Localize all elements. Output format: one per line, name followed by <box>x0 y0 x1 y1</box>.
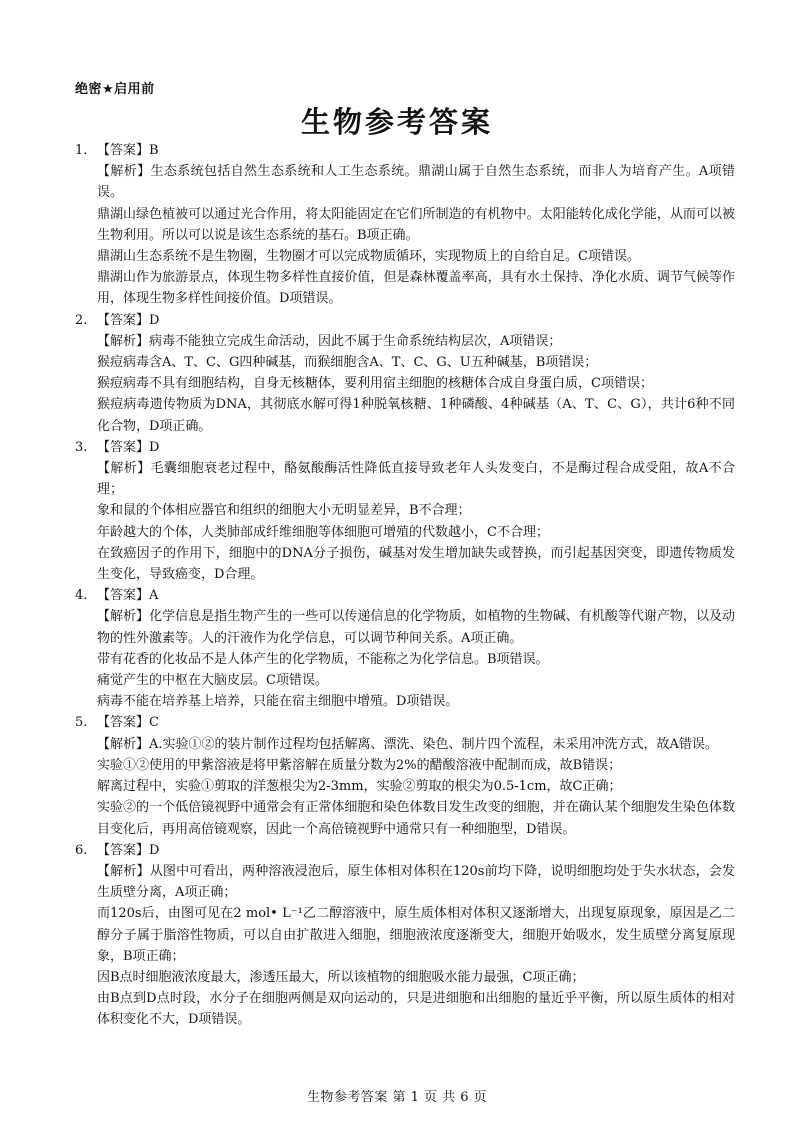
analysis-paragraph: 带有花香的化妆品不是人体产生的化学物质，不能称之为化学信息。B项错误。 <box>97 651 549 667</box>
question-4 <box>75 585 735 712</box>
answer-label: 【答案】C <box>97 715 159 731</box>
analysis-paragraph: 病毒不能在培养基上培养，只能在宿主细胞中增殖。D项错误。 <box>97 694 459 710</box>
analysis-paragraph: 实验②的一个低倍镜视野中通常会有正常体细胞和染色体数目发生改变的细胞，并在确认某个细胞发生染色体数目变化后，再用高倍镜观察，因此一个高倍镜视野中通常只有一种细胞型，D错误。 <box>97 800 735 837</box>
analysis-paragraph: 猴痘病毒遗传物质为DNA，其彻底水解可得1种脱氧核糖、1种磷酸、4种碱基（A、T、C、G），共计6种不同化合物，D项正确。 <box>97 397 735 434</box>
analysis-paragraph: 猴痘病毒不具有细胞结构，自身无核糖体，要利用宿主细胞的核糖体合成自身蛋白质，C项错误； <box>97 376 653 392</box>
analysis-paragraph: 由B点到D点时段，水分子在细胞两侧是双向运动的，只是进细胞和出细胞的量近乎平衡，所以原生质体的相对体积变化不大，D项错误。 <box>97 991 735 1028</box>
analysis-paragraph: 因B点时细胞液浓度最大，渗透压最大，所以该植物的细胞吸水能力最强，C项正确； <box>97 969 585 985</box>
question-2 <box>75 310 735 437</box>
answer-list <box>75 140 735 1031</box>
analysis-paragraph: 实验①②使用的甲紫溶液是将甲紫溶解在质量分数为2%的醋酸溶液中配制而成，故B错误； <box>97 757 622 773</box>
analysis-paragraph: 痛觉产生的中枢在大脑皮层。C项错误。 <box>97 673 328 689</box>
analysis-block <box>75 331 735 437</box>
question-5 <box>75 712 735 839</box>
analysis-block <box>75 161 735 309</box>
analysis-paragraph: 【解析】毛囊细胞衰老过程中，酪氨酸酶活性降低直接导致老年人头发变白，不是酶过程合成受阻，故A不合理； <box>97 461 735 498</box>
analysis-paragraph: 【解析】化学信息是指生物产生的一些可以传递信息的化学物质，如植物的生物碱、有机酸等代谢产物，以及动物的性外激素等。人的汗液作为化学信息，可以调节种间关系。A项正确。 <box>97 609 735 646</box>
answer-label: 【答案】A <box>97 588 159 604</box>
analysis-block <box>75 606 735 712</box>
analysis-paragraph: 在致癌因子的作用下，细胞中的DNA分子损伤，碱基对发生增加缺失或替换，而引起基因突变，即遗传物质发生变化，导致癌变，D合理。 <box>97 545 735 583</box>
analysis-paragraph: 鼎湖山作为旅游景点，体现生物多样性直接价值，但是森林覆盖率高，具有水土保持、净化水质、调节气候等作用，体现生物多样性间接价值。D项错误。 <box>97 270 735 307</box>
confidential-mark: 绝密★启用前 <box>75 82 155 97</box>
question-number: 4. <box>75 588 88 604</box>
answer-label: 【答案】D <box>97 439 160 455</box>
analysis-paragraph: 【解析】从图中可看出，两种溶液浸泡后，原生体相对体积在120s前均下降，说明细胞均处于失水状态，会发生质壁分离，A项正确； <box>97 863 735 901</box>
analysis-paragraph: 鼎湖山绿色植被可以通过光合作用，将太阳能固定在它们所制造的有机物中。太阳能转化成化学能，从而可以被生物利用。所以可以说是该生态系统的基石。B项正确。 <box>97 206 735 243</box>
page-footer: 生物参考答案 第 1 页 共 6 页 <box>306 1090 488 1105</box>
question-3 <box>75 437 735 585</box>
page-title: 生物参考答案 <box>300 105 493 139</box>
question-6 <box>75 840 735 1031</box>
analysis-paragraph: 象和鼠的个体相应器官和组织的细胞大小无明显差异，B不合理； <box>97 503 471 519</box>
analysis-block <box>75 458 735 585</box>
analysis-block <box>75 861 735 1031</box>
analysis-paragraph: 【解析】病毒不能独立完成生命活动，因此不属于生命系统结构层次，A项错误； <box>97 333 562 349</box>
answer-label: 【答案】D <box>97 842 160 858</box>
analysis-paragraph: 【解析】生态系统包括自然生态系统和人工生态系统。鼎湖山属于自然生态系统，而非人为培育产生。A项错误。 <box>97 164 735 201</box>
analysis-paragraph: 猴痘病毒含A、T、C、G四种碱基，而猴细胞含A、T、C、G、U五种碱基，B项错误； <box>97 355 598 371</box>
question-number: 2. <box>75 312 88 328</box>
analysis-paragraph: 年龄越大的个体，人类肺部成纤维细胞等体细胞可增殖的代数越小，C不合理； <box>97 524 549 540</box>
question-number: 1. <box>75 143 88 158</box>
question-number: 5. <box>75 715 88 731</box>
analysis-paragraph: 解离过程中，实验①剪取的洋葱根尖为2-3mm，实验②剪取的根尖为0.5-1cm，故C正确； <box>97 779 622 795</box>
question-number: 6. <box>75 842 88 858</box>
analysis-paragraph: 鼎湖山生态系统不是生物圈，生物圈才可以完成物质循环，实现物质上的自给自足。C项错误。 <box>97 249 640 265</box>
answer-label: 【答案】D <box>97 312 160 328</box>
question-number: 3. <box>75 439 88 455</box>
question-1 <box>75 140 735 310</box>
answer-label: 【答案】B <box>97 143 159 158</box>
analysis-paragraph: 而120s后，由图可见在2 mol• L⁻¹乙二醇溶液中，原生质体相对体积又逐渐增大，出现复原现象，原因是乙二醇分子属于脂溶性物质，可以自由扩散进入细胞，细胞液浓度逐渐变大，细胞开始吸水，发生质壁分离复原现象，B项正确； <box>97 906 735 964</box>
analysis-paragraph: 【解析】A.实验①②的装片制作过程均包括解离、漂洗、染色、制片四个流程，未采用冲洗方式，故A错误。 <box>97 736 718 752</box>
analysis-block <box>75 734 735 840</box>
